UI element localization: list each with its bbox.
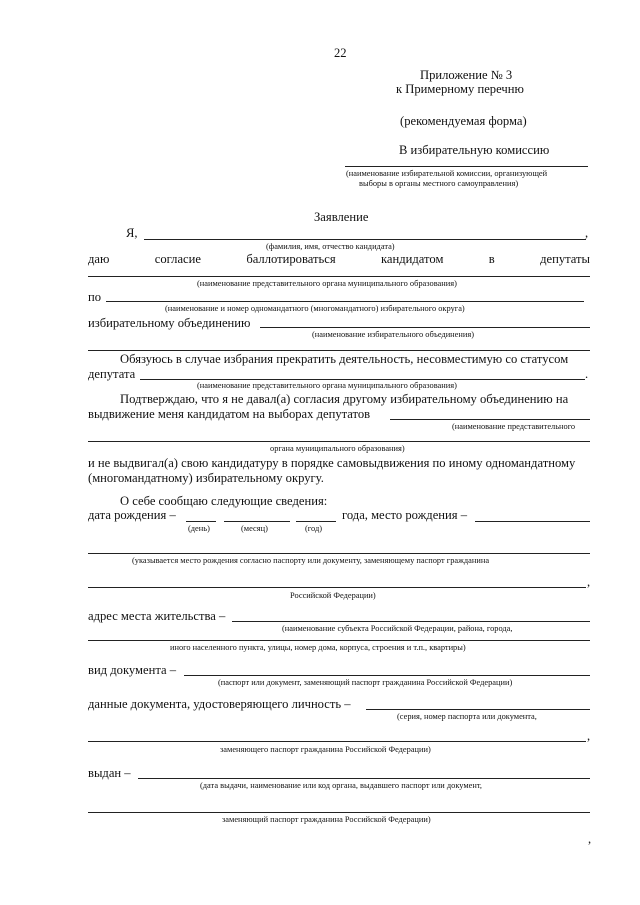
issued-line[interactable] [138,778,590,779]
deputy-organ-line[interactable] [140,379,585,380]
birthplace-line-2[interactable] [88,553,590,554]
about-self-label: О себе сообщаю следующие сведения: [120,494,328,508]
commission-name-line[interactable] [345,166,588,167]
birthplace-line[interactable] [475,521,590,522]
fio-note: (фамилия, имя, отчество кандидата) [266,242,395,251]
deputy-dot: . [585,367,589,381]
appendix-reference: к Примерному перечню [396,82,524,96]
rf-note: Российской Федерации) [290,591,376,600]
year-note: (год) [305,524,323,533]
page-number: 22 [334,46,347,60]
elections-organ-line[interactable] [390,419,590,420]
deputy-label: депутата [88,367,136,381]
address-note-1: (наименование субъекта Российской Федерации, района, города, [282,624,513,633]
birthplace-note: (указывается место рождения согласно паспорту или документу, заменяющему паспорт гражданина [132,556,490,565]
dob-month-line[interactable] [224,521,290,522]
issued-label: выдан – [88,766,131,780]
consent-word: согласие [154,252,201,266]
consent-word: кандидатом [380,252,444,266]
issued-line-2[interactable] [88,812,590,813]
end-comma: , [588,832,592,846]
addressee-label: В избирательную комиссию [399,143,550,157]
address-label: адрес места жительства – [88,609,226,623]
dob-day-line[interactable] [186,521,216,522]
doc-data-note: (серия, номер паспорта или документа, [397,712,537,721]
obligation-text: Обязуюсь в случае избрания прекратить деятельность, несовместимую со статусом [120,352,569,366]
association-label: избирательному объединению [88,316,251,330]
association-note: (наименование избирательного объединения) [312,330,474,339]
address-line[interactable] [232,621,590,622]
commission-note-2: выборы в органы местного самоуправления) [359,179,519,188]
consent-word: в [488,252,495,266]
confirm-text-2: выдвижение меня кандидатом на выборах депутатов [88,407,371,421]
ya-label: Я, [126,226,138,240]
district-note: (наименование и номер одномандатного (многомандатного) избирательного округа) [165,304,465,313]
address-note-2: иного населенного пункта, улицы, номер дома, корпуса, строения и т.п., квартиры) [170,643,466,652]
organ-note: (наименование представительного органа муниципального образования) [197,279,457,288]
birthplace-label: года, место рождения – [342,508,468,522]
month-note: (месяц) [241,524,268,533]
document-title: Заявление [314,210,369,224]
doc-type-label: вид документа – [88,663,177,677]
birthplace-comma: , [587,575,591,589]
dob-label: дата рождения – [88,508,176,522]
dob-year-line[interactable] [296,521,336,522]
organ-name-line[interactable] [88,276,590,277]
doc-type-note: (паспорт или документ, заменяющий паспорт гражданина Российской Федерации) [218,678,513,687]
district-line[interactable] [106,301,584,302]
name-comma: , [585,226,589,240]
elections-organ-line-2[interactable] [88,441,590,442]
association-line-2[interactable] [88,350,590,351]
doc-data-line[interactable] [366,709,590,710]
doc-data-label: данные документа, удостоверяющего личность – [88,697,351,711]
replacing-note: заменяющего паспорт гражданина Российской Федерации) [220,745,431,754]
doc-type-line[interactable] [184,675,590,676]
birthplace-line-3[interactable] [88,587,586,588]
self-nomination-text-2: (многомандатному) избирательному округу. [88,471,324,485]
full-name-line[interactable] [144,239,586,240]
day-note: (день) [188,524,210,533]
appendix-label: Приложение № 3 [420,68,513,82]
recommended-form-label: (рекомендуемая форма) [400,114,527,128]
commission-note-1: (наименование избирательной комиссии, организующей [346,169,548,178]
confirm-text-1: Подтверждаю, что я не давал(а) согласия другому избирательному объединению на [120,392,569,406]
rep-organ-note: (наименование представительного [452,422,576,431]
consent-line [88,252,590,267]
replacing-note-2: заменяющий паспорт гражданина Российской Федерации) [222,815,431,824]
consent-word: депутаты [540,252,590,266]
organ-mo-note: органа муниципального образования) [270,444,405,453]
consent-word: баллотироваться [246,252,336,266]
doc-data-comma: , [587,729,591,743]
po-label: по [88,290,102,304]
doc-data-line-2[interactable] [88,741,586,742]
self-nomination-text-1: и не выдвигал(а) свою кандидатуру в порядке самовыдвижения по иному одномандатному [88,456,576,470]
address-line-2[interactable] [88,640,590,641]
organ-note-2: (наименование представительного органа муниципального образования) [197,381,457,390]
issued-note: (дата выдачи, наименование или код органа, выдавшего паспорт или документ, [200,781,482,790]
consent-word: даю [88,252,110,266]
association-line[interactable] [260,327,590,328]
